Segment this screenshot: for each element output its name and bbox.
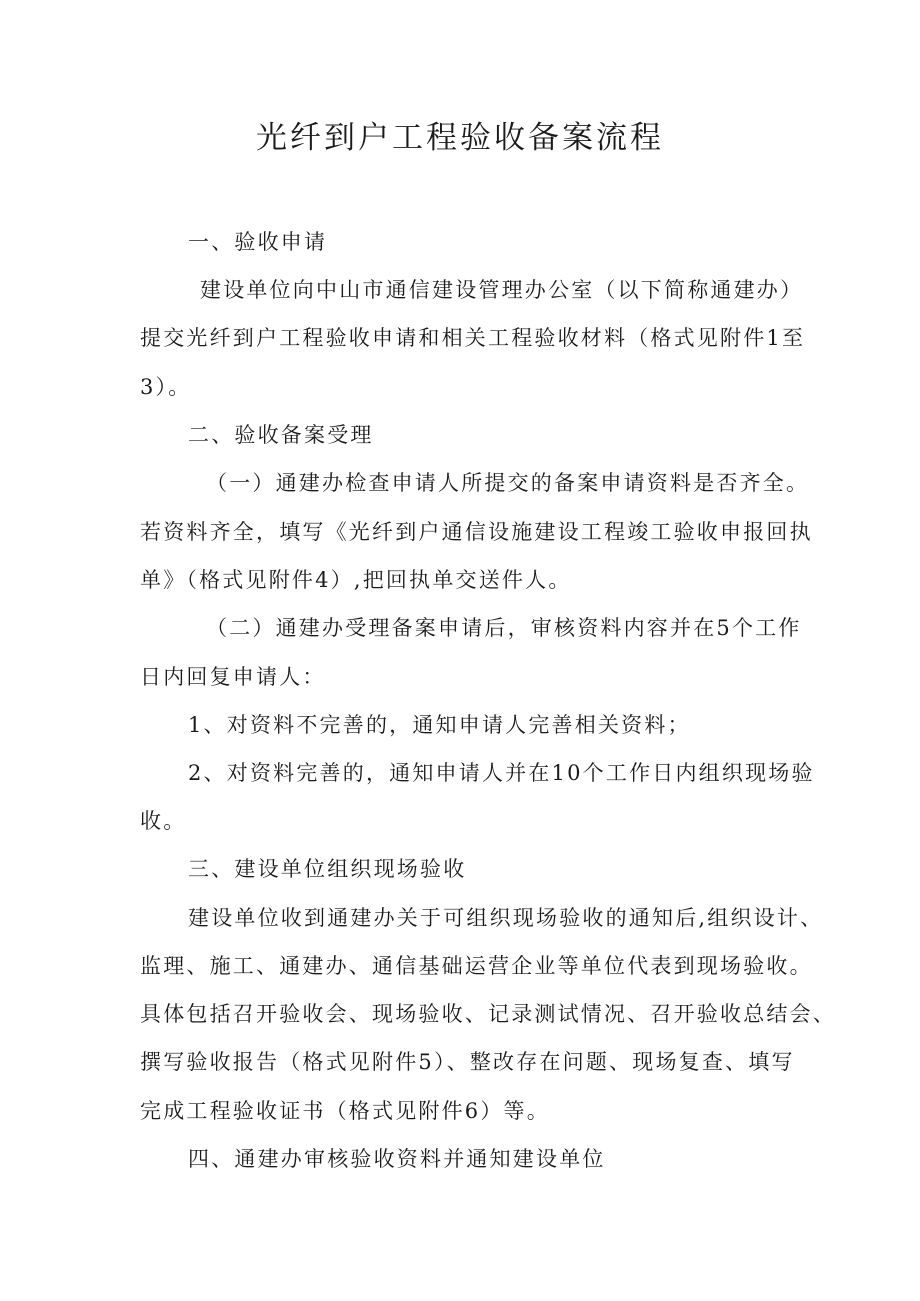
section-heading-4: 四、通建办审核验收资料并通知建设单位 bbox=[188, 1147, 606, 1171]
document-title: 光纤到户工程验收备案流程 bbox=[256, 120, 664, 156]
list-item: 2、对资料完善的，通知申请人并在10个工作日内组织现场验 bbox=[188, 761, 815, 785]
paragraph-line: 提交光纤到户工程验收申请和相关工程验收材料（格式见附件1至 bbox=[140, 326, 806, 350]
paragraph-line: 监理、施工、通建办、通信基础运营企业等单位代表到现场验收。 bbox=[140, 954, 813, 978]
section-heading-1: 一、验收申请 bbox=[188, 230, 328, 254]
paragraph-line: 具体包括召开验收会、现场验收、记录测试情况、召开验收总结会、 bbox=[140, 1002, 836, 1026]
paragraph-line: 3）。 bbox=[140, 375, 192, 399]
paragraph-line: 单》（格式见附件4）,把回执单交送件人。 bbox=[140, 568, 572, 592]
list-item: 1、对资料不完善的，通知申请人完善相关资料； bbox=[188, 713, 691, 737]
paragraph-line: 完成工程验收证书（格式见附件6）等。 bbox=[140, 1099, 550, 1123]
paragraph-line: 建设单位向中山市通信建设管理办公室（以下简称通建办） bbox=[200, 278, 804, 302]
paragraph-line: 建设单位收到通建办关于可组织现场验收的通知后,组织设计、 bbox=[188, 906, 824, 930]
section-heading-2: 二、验收备案受理 bbox=[188, 423, 374, 447]
paragraph-line: （二）通建办受理备案申请后，审核资料内容并在5个工作 bbox=[206, 616, 802, 640]
paragraph-line: 若资料齐全，填写《光纤到户通信设施建设工程竣工验收申报回执 bbox=[140, 520, 813, 544]
paragraph-line: （一）通建办检查申请人所提交的备案申请资料是否齐全。 bbox=[206, 471, 810, 495]
paragraph-line: 撰写验收报告（格式见附件5）、整改存在问题、现场复查、填写 bbox=[140, 1050, 795, 1074]
paragraph-line: 收。 bbox=[140, 809, 187, 833]
section-heading-3: 三、建设单位组织现场验收 bbox=[188, 857, 467, 881]
paragraph-line: 日内回复申请人： bbox=[140, 665, 326, 689]
